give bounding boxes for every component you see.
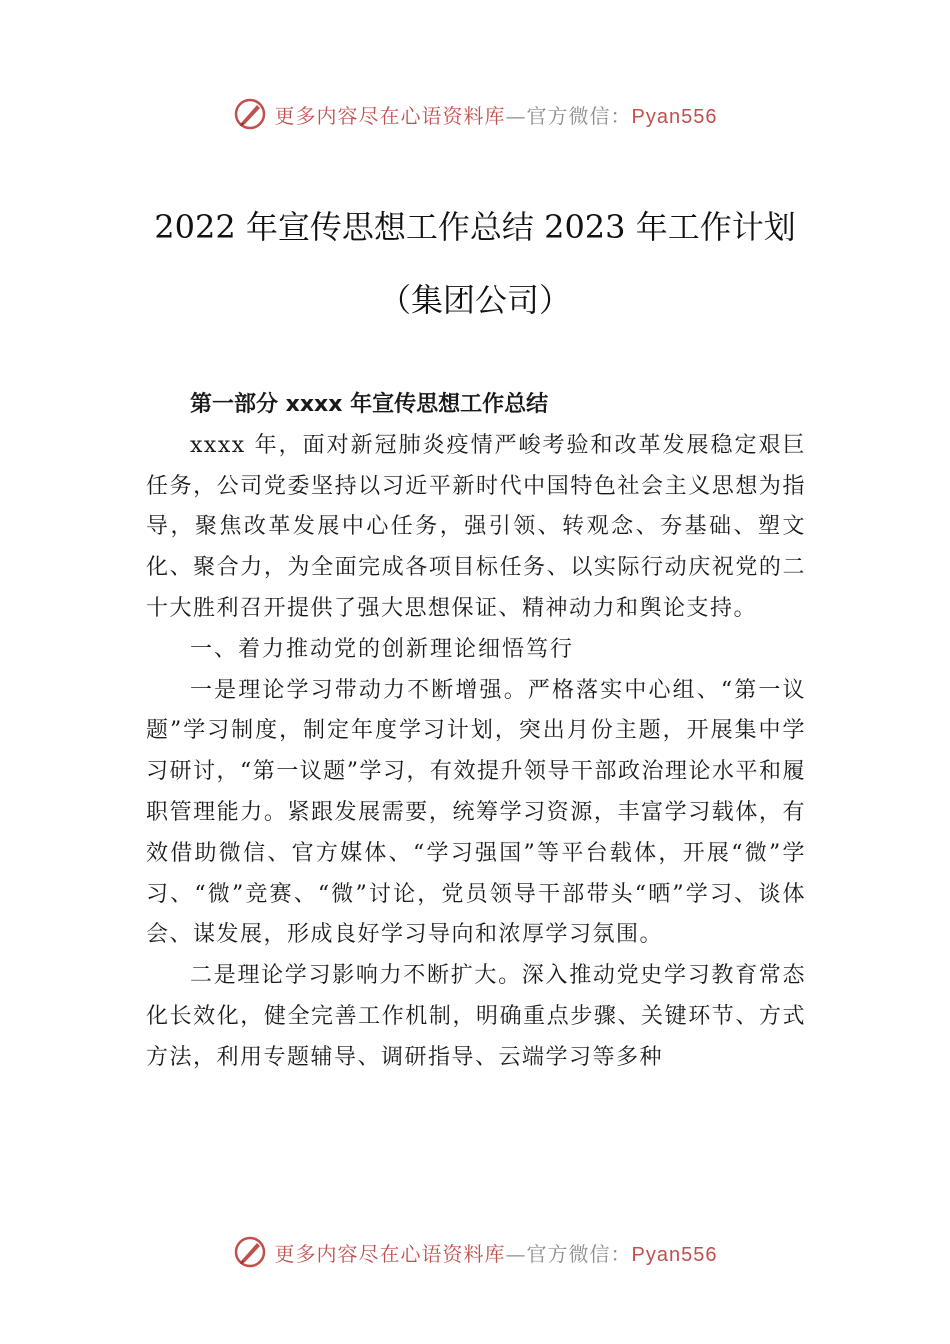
- paragraph: 二是理论学习影响力不断扩大。深入推动党史学习教育常态化长效化，健全完善工作机制，明确重点步骤、关键环节、方式方法，利用专题辅导、调研指导、云端学习等多种: [146, 963, 806, 1070]
- document-title: 2022 年宣传思想工作总结 2023 年工作计划: [154, 208, 796, 246]
- paragraph: xxxx 年，面对新冠肺炎疫情严峻考验和改革发展稳定艰巨任务，公司党委坚持以习近平新时代中国特色社会主义思想为指导，聚焦改革发展中心任务，强引领、转观念、夯基础、塑文化、聚合力，为全面完成各项目标任务、以实际行动庆祝党的二十大胜利召开提供了强大思想保证、精神动力和舆论支持。: [146, 432, 806, 621]
- quill-logo-icon: [233, 1235, 267, 1269]
- paragraph: 一是理论学习带动力不断增强。严格落实中心组、“第一议题”学习制度，制定年度学习计划，突出月份主题，开展集中学习研讨，“第一议题”学习，有效提升领导干部政治理论水平和履职管理能力。紧跟发展需要，统筹学习资源，丰富学习载体，有效借助微信、官方媒体、“学习强国”等平台载体，开展“微”学习、“微”竞赛、“微”讨论，党员领导干部带头“晒”学习、谈体会、谋发展，形成良好学习导向和浓厚学习氛围。: [146, 677, 806, 948]
- watermark-site: 更多内容尽在心语资料库: [274, 1241, 506, 1266]
- quill-logo-icon: [233, 97, 267, 131]
- footer-watermark: [0, 1232, 950, 1272]
- watermark-label: 官方微信：: [526, 103, 632, 128]
- watermark-separator: —: [505, 103, 527, 128]
- section-heading: 第一部分 xxxx 年宣传思想工作总结: [190, 392, 549, 417]
- watermark-text: [275, 100, 718, 129]
- watermark-wechat-id: Pyan556: [631, 1243, 718, 1266]
- watermark-site: 更多内容尽在心语资料库: [274, 103, 506, 128]
- document-subtitle: （集团公司）: [378, 281, 571, 319]
- watermark-text: [275, 1238, 718, 1267]
- document-body: [146, 385, 806, 1079]
- watermark-wechat-id: Pyan556: [631, 105, 718, 128]
- header-watermark: [0, 94, 950, 134]
- subheading: 一、着力推动党的创新理论细悟笃行: [190, 636, 575, 662]
- watermark-separator: —: [505, 1241, 527, 1266]
- watermark-label: 官方微信：: [526, 1241, 632, 1266]
